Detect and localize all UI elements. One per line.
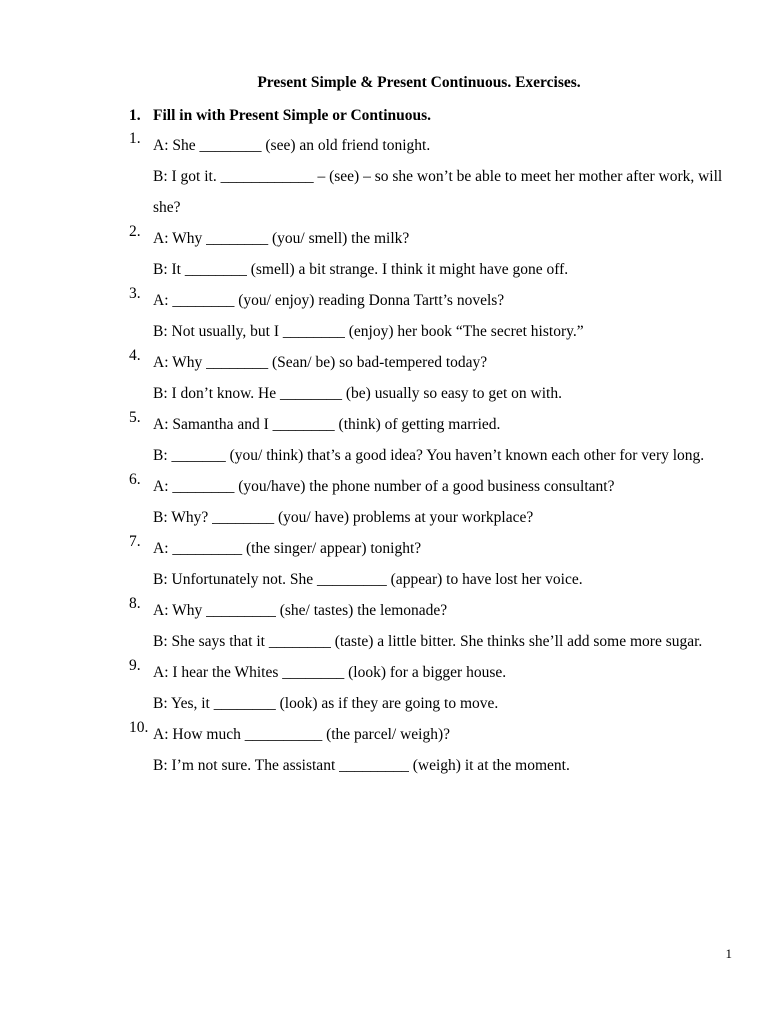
exercise-line-a: A: ________ (you/ enjoy) reading Donna Tartt’s novels? bbox=[153, 292, 505, 309]
exercise-line-b: B: Yes, it ________ (look) as if they are going to move. bbox=[153, 695, 499, 712]
exercise-item bbox=[129, 719, 739, 781]
exercise-number: 9. bbox=[129, 657, 141, 674]
exercise-line-a: A: Samantha and I ________ (think) of getting married. bbox=[153, 416, 501, 433]
exercise-item bbox=[129, 471, 739, 533]
exercise-number: 5. bbox=[129, 409, 141, 426]
exercise-item bbox=[129, 223, 739, 285]
exercise-line-a: A: Why ________ (you/ smell) the milk? bbox=[153, 230, 410, 247]
exercise-line-b: B: Not usually, but I ________ (enjoy) her book “The secret history.” bbox=[153, 323, 584, 340]
exercise-line-a: A: Why ________ (Sean/ be) so bad-tempered today? bbox=[153, 354, 488, 371]
exercise-line-b: B: _______ (you/ think) that’s a good idea? You haven’t known each other for very long. bbox=[153, 447, 705, 464]
exercise-item bbox=[129, 285, 739, 347]
document-title: Present Simple & Present Continuous. Exercises. bbox=[257, 74, 581, 91]
exercise-number: 3. bbox=[129, 285, 141, 302]
exercise-item bbox=[129, 595, 739, 657]
exercise-item bbox=[129, 130, 739, 223]
exercise-line-b: B: I don’t know. He ________ (be) usually so easy to get on with. bbox=[153, 385, 562, 402]
exercise-list bbox=[129, 130, 739, 781]
page-number: 1 bbox=[725, 946, 732, 961]
exercise-number: 2. bbox=[129, 223, 141, 240]
exercise-item bbox=[129, 409, 739, 471]
exercise-number: 6. bbox=[129, 471, 141, 488]
exercise-item bbox=[129, 347, 739, 409]
exercise-line-a: A: _________ (the singer/ appear) tonight? bbox=[153, 540, 422, 557]
section-heading-text: Fill in with Present Simple or Continuous. bbox=[153, 107, 432, 124]
exercise-line-b: B: She says that it ________ (taste) a little bitter. She thinks she’ll add some more sugar. bbox=[153, 633, 703, 650]
exercise-line-b: B: I got it. ____________ – (see) – so she won’t be able to meet her mother after work, will she? bbox=[153, 168, 723, 216]
exercise-line-b: B: Unfortunately not. She _________ (appear) to have lost her voice. bbox=[153, 571, 583, 588]
exercise-line-a: A: I hear the Whites ________ (look) for a bigger house. bbox=[153, 664, 507, 681]
exercise-line-b: B: It ________ (smell) a bit strange. I think it might have gone off. bbox=[153, 261, 569, 278]
exercise-number: 10. bbox=[129, 719, 149, 736]
exercise-line-b: B: Why? ________ (you/ have) problems at your workplace? bbox=[153, 509, 534, 526]
exercise-line-b: B: I’m not sure. The assistant _________ (weigh) it at the moment. bbox=[153, 757, 570, 774]
section-number: 1. bbox=[129, 107, 141, 124]
exercise-item bbox=[129, 533, 739, 595]
exercise-number: 8. bbox=[129, 595, 141, 612]
section-heading bbox=[129, 107, 431, 125]
exercise-number: 4. bbox=[129, 347, 141, 364]
exercise-line-a: A: She ________ (see) an old friend tonight. bbox=[153, 137, 431, 154]
exercise-number: 1. bbox=[129, 130, 141, 147]
exercise-item bbox=[129, 657, 739, 719]
exercise-line-a: A: How much __________ (the parcel/ weigh)? bbox=[153, 726, 451, 743]
exercise-line-a: A: ________ (you/have) the phone number of a good business consultant? bbox=[153, 478, 615, 495]
exercise-number: 7. bbox=[129, 533, 141, 550]
exercise-line-a: A: Why _________ (she/ tastes) the lemonade? bbox=[153, 602, 448, 619]
